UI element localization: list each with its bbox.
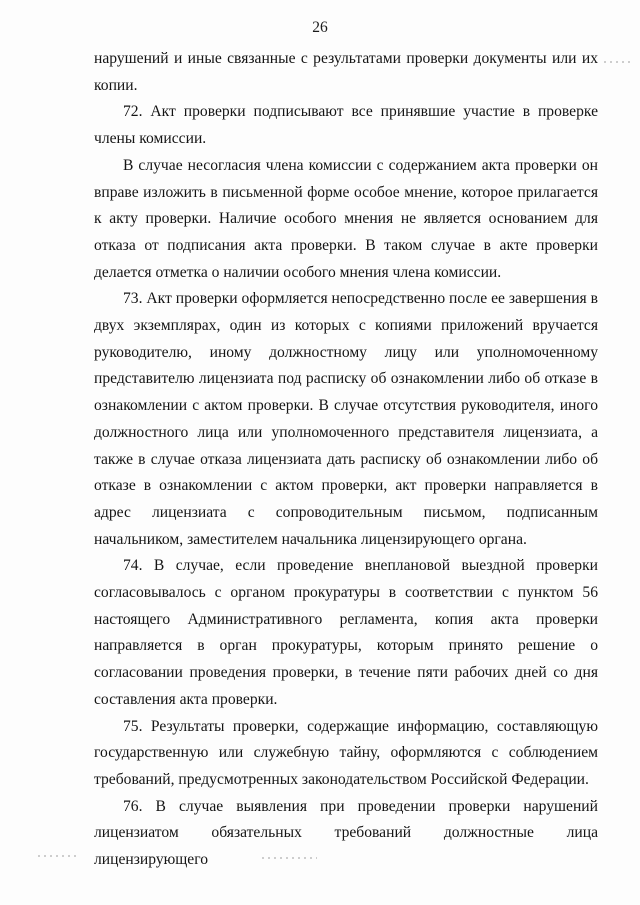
paragraph-item-76: 76. В случае выявления при проведении проверки нарушений лицензиатом обязательных требований должностные лица лицензирующего <box>94 797 598 869</box>
scan-artifact-bottom-center <box>262 857 317 859</box>
paragraph-continuation: нарушений и иные связанные с результатами проверки документы или их копии. <box>94 50 598 94</box>
scan-artifact-top-right <box>604 61 634 63</box>
paragraph-item-72: 72. Акт проверки подписывают все принявшие участие в проверке члены комиссии. <box>94 103 598 148</box>
document-body <box>94 46 598 874</box>
page-number: 26 <box>312 19 328 36</box>
paragraph-item-72-dissent: В случае несогласия члена комиссии с содержанием акта проверки он вправе изложить в письменной форме особое мнение, которое прилагается к акту проверки. Наличие особого мнения не является основанием для отказа от подписания акта проверки. В таком случае в акте проверки делается отметка о наличии особого мнения члена комиссии. <box>94 156 598 281</box>
paragraph-item-75: 75. Результаты проверки, содержащие информацию, составляющую государственную или служебную тайну, оформляются с соблюдением требований, предусмотренных законодательством Российской Федерации. <box>94 717 598 788</box>
paragraph-item-73: 73. Акт проверки оформляется непосредственно после ее завершения в двух экземплярах, один из которых с копиями приложений вручается руководителю, иному должностному лицу или уполномоченному представителю лицензиата под расписку об ознакомлении либо об отказе в ознакомлении с актом проверки. В случае отсутствия руководителя, иного должностного лица или уполномоченного представителя лицензиата, а также в случае отказа лицензиата дать расписку об ознакомлении либо об отказе в ознакомлении с актом проверки, акт проверки направляется в адрес лицензиата с сопроводительным письмом, подписанным начальником, заместителем начальника лицензирующего органа. <box>94 290 598 548</box>
paragraph-item-74: 74. В случае, если проведение внеплановой выездной проверки согласовывалось с органом прокуратуры в соответствии с пунктом 56 настоящего Административного регламента, копия акта проверки направляется в орган прокуратуры, которым принято решение о согласовании проведения проверки, в течение пяти рабочих дней со дня составления акта проверки. <box>94 557 598 708</box>
scan-artifact-bottom-left <box>38 855 78 857</box>
